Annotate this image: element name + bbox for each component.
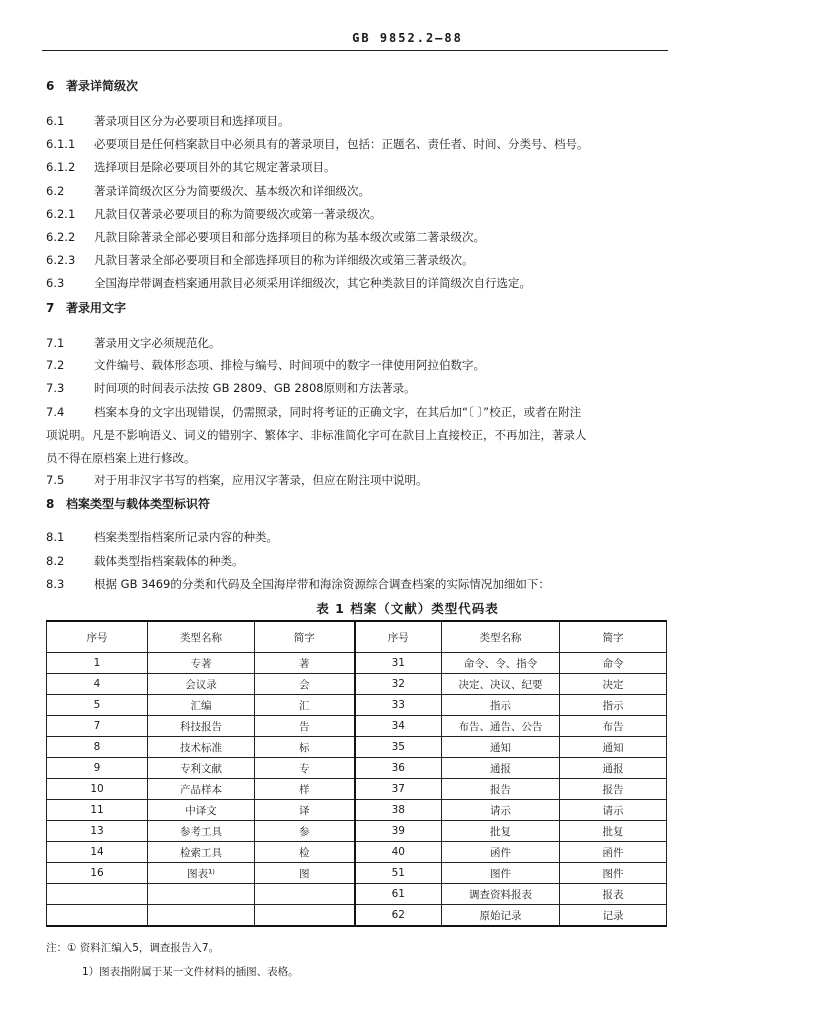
clause-line	[46, 451, 196, 465]
abbrev-cell: 记录	[560, 905, 667, 927]
clause-number: 7.4	[46, 405, 65, 419]
table-row	[47, 737, 667, 758]
clause-line	[46, 554, 244, 568]
header-abbrev: 简字	[560, 621, 667, 653]
clause-text: 凡款目仅著录必要项目的称为简要级次或第一著录级次。	[94, 207, 382, 221]
clause-line	[46, 160, 336, 174]
seq-cell: 4	[47, 674, 148, 695]
clause-line	[46, 336, 221, 350]
seq-cell: 51	[355, 863, 442, 884]
clause-text: 文件编号、载体形态项、排检与编号、时间项中的数字一律使用阿拉伯数字。	[94, 358, 485, 372]
section-number: 7	[46, 301, 55, 315]
clause-number: 7.3	[46, 381, 65, 395]
clause-line	[46, 137, 589, 151]
seq-cell: 5	[47, 695, 148, 716]
clause-number: 6.1.1	[46, 137, 76, 151]
section-heading	[46, 301, 126, 315]
seq-cell: 40	[355, 842, 442, 863]
type-name-cell: 命令、令、指令	[442, 653, 560, 674]
clause-number: 6.2.1	[46, 207, 76, 221]
type-name-cell: 决定、决议、纪要	[442, 674, 560, 695]
clause-line	[46, 253, 474, 267]
type-name-cell: 中译文	[148, 800, 255, 821]
abbrev-cell: 会	[255, 674, 355, 695]
seq-cell: 37	[355, 779, 442, 800]
abbrev-cell: 汇	[255, 695, 355, 716]
seq-cell: 16	[47, 863, 148, 884]
type-name-cell: 布告、通告、公告	[442, 716, 560, 737]
seq-cell	[47, 905, 148, 927]
seq-cell: 35	[355, 737, 442, 758]
table-row	[47, 758, 667, 779]
type-name-cell	[148, 884, 255, 905]
clause-number: 7.2	[46, 358, 65, 372]
clause-number: 7.5	[46, 473, 65, 487]
seq-cell: 8	[47, 737, 148, 758]
abbrev-cell: 图	[255, 863, 355, 884]
table-row	[47, 674, 667, 695]
abbrev-cell: 样	[255, 779, 355, 800]
seq-cell	[47, 884, 148, 905]
abbrev-cell: 通报	[560, 758, 667, 779]
section-heading	[46, 79, 138, 93]
type-name-cell: 批复	[442, 821, 560, 842]
header-seq: 序号	[355, 621, 442, 653]
seq-cell: 31	[355, 653, 442, 674]
abbrev-cell: 译	[255, 800, 355, 821]
type-name-cell: 通知	[442, 737, 560, 758]
seq-cell: 11	[47, 800, 148, 821]
table-row	[47, 716, 667, 737]
clause-text: 凡款目著录全部必要项目和全部选择项目的称为详细级次或第三著录级次。	[94, 253, 474, 267]
abbrev-cell	[255, 905, 355, 927]
type-name-cell: 原始记录	[442, 905, 560, 927]
seq-cell: 36	[355, 758, 442, 779]
abbrev-cell: 报告	[560, 779, 667, 800]
clause-text: 对于用非汉字书写的档案，应用汉字著录，但应在附注项中说明。	[94, 473, 428, 487]
clause-text: 员不得在原档案上进行修改。	[46, 451, 196, 465]
type-name-cell	[148, 905, 255, 927]
seq-cell: 10	[47, 779, 148, 800]
clause-number: 6.1.2	[46, 160, 76, 174]
header-rule	[42, 50, 668, 51]
clause-number: 8.2	[46, 554, 65, 568]
clause-text: 著录详简级次区分为简要级次、基本级次和详细级次。	[94, 184, 370, 198]
seq-cell: 7	[47, 716, 148, 737]
type-name-cell: 参考工具	[148, 821, 255, 842]
section-heading	[46, 497, 210, 511]
type-name-cell: 科技报告	[148, 716, 255, 737]
table-row	[47, 863, 667, 884]
type-name-cell: 图表¹⁾	[148, 863, 255, 884]
type-name-cell: 调查资料报表	[442, 884, 560, 905]
section-title: 著录用文字	[66, 301, 127, 315]
table-title: 表 1 档案（文献）类型代码表	[316, 601, 499, 616]
clause-text: 根据 GB 3469的分类和代码及全国海岸带和海涂资源综合调查档案的实际情况加细如下：	[94, 577, 550, 591]
type-name-cell: 汇编	[148, 695, 255, 716]
table-row	[47, 779, 667, 800]
header-type-name: 类型名称	[442, 621, 560, 653]
table-header-row	[47, 621, 667, 653]
clause-text: 全国海岸带调查档案通用款目必须采用详细级次，其它种类款目的详简级次自行选定。	[94, 276, 531, 290]
table-row	[47, 653, 667, 674]
abbrev-cell: 标	[255, 737, 355, 758]
abbrev-cell: 函件	[560, 842, 667, 863]
section-number: 6	[46, 79, 55, 93]
section-title: 档案类型与载体类型标识符	[66, 497, 211, 511]
abbrev-cell: 请示	[560, 800, 667, 821]
clause-text: 档案本身的文字出现错误，仍需照录，同时将考证的正确文字，在其后加“〔 〕”校正，或者在附注	[94, 405, 582, 419]
clause-text: 著录用文字必须规范化。	[94, 336, 221, 350]
clause-number: 6.2	[46, 184, 65, 198]
abbrev-cell: 专	[255, 758, 355, 779]
abbrev-cell: 告	[255, 716, 355, 737]
section-title: 著录详简级次	[66, 79, 139, 93]
abbrev-cell: 报表	[560, 884, 667, 905]
clause-text: 项说明。凡是不影响语义、词义的错别字、繁体字、非标准简化字可在款目上直接校正，不再加注，著录人	[46, 428, 587, 442]
type-name-cell: 会议录	[148, 674, 255, 695]
type-name-cell: 通报	[442, 758, 560, 779]
clause-line	[46, 184, 370, 198]
seq-cell: 14	[47, 842, 148, 863]
type-name-cell: 请示	[442, 800, 560, 821]
clause-line	[46, 207, 382, 221]
clause-line	[46, 381, 416, 395]
type-name-cell: 图件	[442, 863, 560, 884]
type-name-cell: 专利文献	[148, 758, 255, 779]
abbrev-cell: 著	[255, 653, 355, 674]
clause-number: 8.1	[46, 530, 65, 544]
seq-cell: 34	[355, 716, 442, 737]
seq-cell: 9	[47, 758, 148, 779]
footnote: 1）图表指附属于某一文件材料的插图、表格。	[82, 966, 299, 978]
seq-cell: 32	[355, 674, 442, 695]
table-body	[47, 653, 667, 927]
seq-cell: 13	[47, 821, 148, 842]
type-name-cell: 技术标准	[148, 737, 255, 758]
seq-cell: 33	[355, 695, 442, 716]
abbrev-cell: 命令	[560, 653, 667, 674]
seq-cell: 38	[355, 800, 442, 821]
table-row	[47, 884, 667, 905]
table-note: 注：① 资料汇编入5，调查报告入7。	[46, 942, 220, 954]
abbrev-cell	[255, 884, 355, 905]
abbrev-cell: 指示	[560, 695, 667, 716]
clause-text: 必要项目是任何档案款目中必须具有的著录项目，包括：正题名、责任者、时间、分类号、档号。	[94, 137, 589, 151]
clause-text: 时间项的时间表示法按 GB 2809、GB 2808原则和方法著录。	[94, 381, 416, 395]
clause-text: 凡款目除著录全部必要项目和部分选择项目的称为基本级次或第二著录级次。	[94, 230, 485, 244]
header-seq: 序号	[47, 621, 148, 653]
abbrev-cell: 通知	[560, 737, 667, 758]
clause-line	[46, 358, 485, 372]
type-name-cell: 指示	[442, 695, 560, 716]
clause-line	[46, 114, 290, 128]
clause-line	[46, 230, 485, 244]
type-name-cell: 专著	[148, 653, 255, 674]
clause-line	[46, 577, 550, 591]
clause-text: 著录项目区分为必要项目和选择项目。	[94, 114, 290, 128]
clause-number: 6.2.3	[46, 253, 76, 267]
clause-number: 7.1	[46, 336, 65, 350]
standard-code-header: GB 9852.2—88	[352, 31, 463, 45]
type-name-cell: 产品样本	[148, 779, 255, 800]
table-row	[47, 800, 667, 821]
seq-cell: 39	[355, 821, 442, 842]
header-type-name: 类型名称	[148, 621, 255, 653]
clause-number: 6.1	[46, 114, 65, 128]
table-row	[47, 821, 667, 842]
section-number: 8	[46, 497, 55, 511]
table-row	[47, 842, 667, 863]
abbrev-cell: 批复	[560, 821, 667, 842]
abbrev-cell: 检	[255, 842, 355, 863]
table-row	[47, 905, 667, 927]
clause-line	[46, 428, 587, 442]
clause-line	[46, 530, 278, 544]
type-name-cell: 函件	[442, 842, 560, 863]
clause-text: 载体类型指档案载体的种类。	[94, 554, 244, 568]
type-name-cell: 报告	[442, 779, 560, 800]
clause-number: 6.3	[46, 276, 65, 290]
clause-number: 8.3	[46, 577, 65, 591]
clause-line	[46, 473, 428, 487]
header-abbrev: 简字	[255, 621, 355, 653]
clause-text: 档案类型指档案所记录内容的种类。	[94, 530, 278, 544]
abbrev-cell: 参	[255, 821, 355, 842]
clause-line	[46, 276, 531, 290]
type-name-cell: 检索工具	[148, 842, 255, 863]
clause-line	[46, 405, 581, 419]
clause-number: 6.2.2	[46, 230, 76, 244]
seq-cell: 62	[355, 905, 442, 927]
clause-text: 选择项目是除必要项目外的其它规定著录项目。	[94, 160, 336, 174]
seq-cell: 61	[355, 884, 442, 905]
abbrev-cell: 图件	[560, 863, 667, 884]
abbrev-cell: 布告	[560, 716, 667, 737]
abbrev-cell: 决定	[560, 674, 667, 695]
seq-cell: 1	[47, 653, 148, 674]
type-code-table	[46, 620, 667, 927]
table-row	[47, 695, 667, 716]
